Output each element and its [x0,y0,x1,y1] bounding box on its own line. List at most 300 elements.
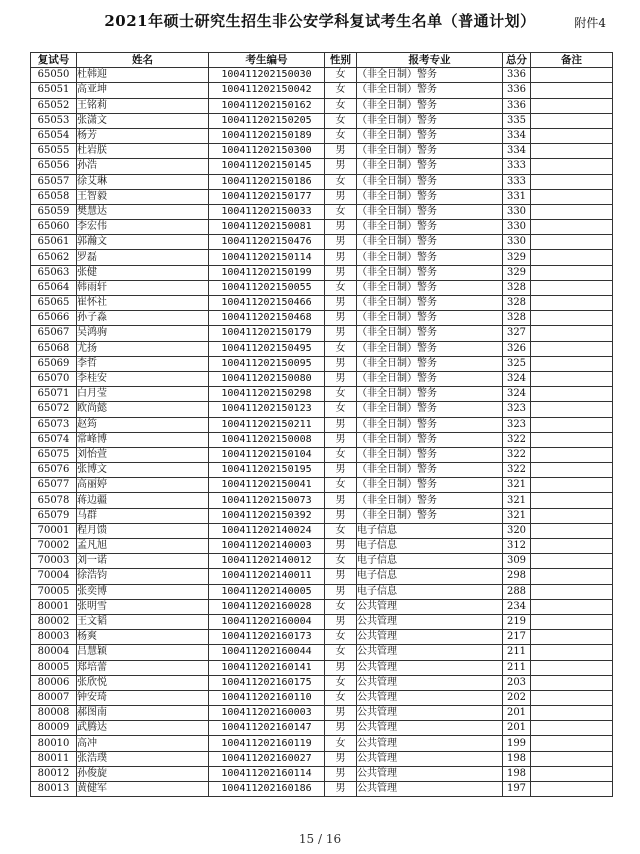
cell-note [531,387,613,402]
cell-gender: 男 [325,614,357,629]
cell-gender: 女 [325,478,357,493]
cell-note [531,675,613,690]
table-row [31,250,613,265]
cell-name: 杨爽 [77,630,209,645]
cell-gender: 男 [325,432,357,447]
cell-gender: 男 [325,539,357,554]
cell-exam-number: 100411202160186 [209,782,325,797]
cell-major: （非全日制）警务 [357,189,503,204]
cell-name: 吕慧颖 [77,645,209,660]
cell-score: 201 [503,706,531,721]
table-row [31,204,613,219]
cell-major: （非全日制）警务 [357,235,503,250]
header-name: 姓名 [77,53,209,68]
table-row [31,706,613,721]
cell-note [531,280,613,295]
cell-name: 王铭莉 [77,98,209,113]
header-score: 总分 [503,53,531,68]
cell-id: 65075 [31,447,77,462]
cell-id: 65073 [31,417,77,432]
cell-id: 65058 [31,189,77,204]
cell-id: 80008 [31,706,77,721]
header-gender: 性别 [325,53,357,68]
table-row [31,675,613,690]
cell-exam-number: 100411202140011 [209,569,325,584]
cell-score: 197 [503,782,531,797]
cell-exam-number: 100411202150392 [209,508,325,523]
cell-note [531,235,613,250]
cell-id: 65050 [31,68,77,83]
cell-id: 80002 [31,614,77,629]
cell-name: 杜韩迎 [77,68,209,83]
cell-major: （非全日制）警务 [357,220,503,235]
cell-major: 公共管理 [357,706,503,721]
cell-id: 70004 [31,569,77,584]
page-title: 2021年硕士研究生招生非公安学科复试考生名单（普通计划） [104,12,536,30]
cell-note [531,645,613,660]
cell-exam-number: 100411202150205 [209,113,325,128]
cell-note [531,599,613,614]
cell-gender: 男 [325,417,357,432]
cell-name: 常峰博 [77,432,209,447]
cell-exam-number: 100411202150055 [209,280,325,295]
cell-gender: 男 [325,721,357,736]
cell-score: 298 [503,569,531,584]
cell-id: 65063 [31,265,77,280]
cell-id: 65051 [31,83,77,98]
cell-major: （非全日制）警务 [357,311,503,326]
table-row [31,645,613,660]
cell-major: （非全日制）警务 [357,144,503,159]
table-row [31,235,613,250]
cell-score: 201 [503,721,531,736]
cell-note [531,493,613,508]
cell-major: 公共管理 [357,721,503,736]
cell-note [531,326,613,341]
cell-gender: 男 [325,660,357,675]
cell-gender: 男 [325,296,357,311]
cell-gender: 女 [325,630,357,645]
cell-exam-number: 100411202140012 [209,554,325,569]
cell-id: 80006 [31,675,77,690]
cell-major: （非全日制）警务 [357,371,503,386]
cell-score: 329 [503,250,531,265]
table-row [31,721,613,736]
candidate-table [30,52,613,797]
cell-gender: 女 [325,402,357,417]
cell-exam-number: 100411202150145 [209,159,325,174]
cell-note [531,417,613,432]
cell-name: 黄健军 [77,782,209,797]
cell-name: 钟安琦 [77,690,209,705]
cell-major: （非全日制）警务 [357,68,503,83]
table-row [31,311,613,326]
cell-exam-number: 100411202160003 [209,706,325,721]
cell-gender: 女 [325,68,357,83]
cell-name: 尤扬 [77,341,209,356]
cell-id: 80005 [31,660,77,675]
cell-exam-number: 100411202150033 [209,204,325,219]
table-row [31,265,613,280]
cell-note [531,630,613,645]
table-row [31,83,613,98]
cell-exam-number: 100411202160044 [209,645,325,660]
cell-gender: 男 [325,220,357,235]
table-row [31,660,613,675]
cell-name: 郑培蕾 [77,660,209,675]
table-row [31,113,613,128]
cell-name: 徐浩钧 [77,569,209,584]
cell-exam-number: 100411202150008 [209,432,325,447]
cell-exam-number: 100411202160004 [209,614,325,629]
cell-exam-number: 100411202150298 [209,387,325,402]
table-row [31,174,613,189]
cell-score: 202 [503,690,531,705]
cell-score: 198 [503,751,531,766]
cell-major: （非全日制）警务 [357,356,503,371]
table-row [31,296,613,311]
cell-major: 公共管理 [357,645,503,660]
cell-note [531,508,613,523]
cell-exam-number: 100411202150081 [209,220,325,235]
cell-id: 70003 [31,554,77,569]
cell-major: （非全日制）警务 [357,417,503,432]
cell-note [531,782,613,797]
cell-gender: 男 [325,751,357,766]
cell-gender: 女 [325,554,357,569]
header-exam: 考生编号 [209,53,325,68]
cell-gender: 男 [325,782,357,797]
table-row [31,569,613,584]
cell-exam-number: 100411202150495 [209,341,325,356]
cell-major: （非全日制）警务 [357,204,503,219]
page-number: 15 / 16 [298,832,342,846]
cell-major: （非全日制）警务 [357,387,503,402]
cell-id: 80001 [31,599,77,614]
cell-score: 321 [503,478,531,493]
cell-name: 程月馈 [77,523,209,538]
cell-major: 公共管理 [357,736,503,751]
cell-note [531,447,613,462]
cell-name: 张明雪 [77,599,209,614]
cell-exam-number: 100411202150195 [209,463,325,478]
cell-note [531,98,613,113]
cell-id: 65069 [31,356,77,371]
table-row [31,159,613,174]
cell-name: 孙子淼 [77,311,209,326]
cell-score: 330 [503,220,531,235]
cell-gender: 男 [325,144,357,159]
cell-exam-number: 100411202160028 [209,599,325,614]
table-body [31,68,613,797]
cell-name: 李宏伟 [77,220,209,235]
header-major: 报考专业 [357,53,503,68]
cell-name: 张浩璞 [77,751,209,766]
cell-note [531,706,613,721]
cell-name: 白月莹 [77,387,209,402]
cell-score: 322 [503,447,531,462]
cell-name: 高丽婷 [77,478,209,493]
cell-major: 公共管理 [357,690,503,705]
cell-gender: 女 [325,599,357,614]
cell-score: 321 [503,508,531,523]
cell-id: 80010 [31,736,77,751]
cell-major: （非全日制）警务 [357,478,503,493]
table-row [31,402,613,417]
cell-note [531,736,613,751]
cell-gender: 男 [325,569,357,584]
cell-gender: 男 [325,463,357,478]
table-row [31,599,613,614]
cell-exam-number: 100411202160147 [209,721,325,736]
cell-exam-number: 100411202160110 [209,690,325,705]
cell-name: 孙俊旋 [77,766,209,781]
table-row [31,189,613,204]
cell-name: 蒋边疆 [77,493,209,508]
cell-note [531,356,613,371]
cell-score: 333 [503,174,531,189]
cell-name: 赵筠 [77,417,209,432]
cell-note [531,371,613,386]
cell-name: 李桂安 [77,371,209,386]
cell-id: 80011 [31,751,77,766]
cell-id: 80009 [31,721,77,736]
cell-name: 韩雨轩 [77,280,209,295]
cell-id: 80013 [31,782,77,797]
cell-id: 65076 [31,463,77,478]
cell-gender: 男 [325,584,357,599]
table-row [31,144,613,159]
cell-id: 65061 [31,235,77,250]
cell-score: 321 [503,493,531,508]
cell-major: 电子信息 [357,554,503,569]
cell-major: 公共管理 [357,630,503,645]
cell-major: 公共管理 [357,599,503,614]
cell-major: （非全日制）警务 [357,402,503,417]
cell-exam-number: 100411202160027 [209,751,325,766]
cell-major: 公共管理 [357,751,503,766]
cell-name: 张奕博 [77,584,209,599]
cell-exam-number: 100411202160114 [209,766,325,781]
cell-note [531,584,613,599]
cell-gender: 女 [325,280,357,295]
cell-note [531,113,613,128]
cell-note [531,220,613,235]
cell-major: 电子信息 [357,584,503,599]
table-row [31,68,613,83]
cell-score: 322 [503,463,531,478]
cell-score: 327 [503,326,531,341]
cell-note [531,766,613,781]
cell-major: 电子信息 [357,539,503,554]
cell-id: 80007 [31,690,77,705]
cell-note [531,68,613,83]
cell-score: 324 [503,371,531,386]
cell-id: 65078 [31,493,77,508]
cell-exam-number: 100411202150030 [209,68,325,83]
cell-score: 336 [503,83,531,98]
cell-exam-number: 100411202150095 [209,356,325,371]
cell-major: （非全日制）警务 [357,128,503,143]
cell-exam-number: 100411202140005 [209,584,325,599]
table-row [31,220,613,235]
cell-score: 333 [503,159,531,174]
cell-score: 323 [503,402,531,417]
cell-exam-number: 100411202160141 [209,660,325,675]
cell-id: 80004 [31,645,77,660]
cell-gender: 男 [325,265,357,280]
cell-exam-number: 100411202150199 [209,265,325,280]
cell-exam-number: 100411202150189 [209,128,325,143]
cell-score: 326 [503,341,531,356]
cell-score: 335 [503,113,531,128]
cell-gender: 女 [325,690,357,705]
cell-exam-number: 100411202150123 [209,402,325,417]
cell-major: 公共管理 [357,766,503,781]
header-note: 备注 [531,53,613,68]
annex-label: 附件4 [574,16,606,30]
cell-name: 张欣悦 [77,675,209,690]
cell-id: 70001 [31,523,77,538]
cell-note [531,159,613,174]
cell-note [531,265,613,280]
cell-id: 80003 [31,630,77,645]
cell-name: 杜岩朕 [77,144,209,159]
cell-major: （非全日制）警务 [357,447,503,462]
cell-score: 323 [503,417,531,432]
cell-major: （非全日制）警务 [357,341,503,356]
cell-id: 65064 [31,280,77,295]
cell-exam-number: 100411202160119 [209,736,325,751]
cell-exam-number: 100411202150073 [209,493,325,508]
cell-score: 198 [503,766,531,781]
cell-id: 65059 [31,204,77,219]
cell-score: 328 [503,296,531,311]
cell-id: 65068 [31,341,77,356]
table-row [31,341,613,356]
table-row [31,630,613,645]
cell-exam-number: 100411202150162 [209,98,325,113]
cell-major: （非全日制）警务 [357,296,503,311]
cell-id: 65056 [31,159,77,174]
cell-id: 65066 [31,311,77,326]
cell-note [531,174,613,189]
cell-major: （非全日制）警务 [357,463,503,478]
cell-score: 312 [503,539,531,554]
table-row [31,432,613,447]
cell-name: 张潇文 [77,113,209,128]
cell-major: （非全日制）警务 [357,250,503,265]
cell-note [531,539,613,554]
cell-gender: 女 [325,447,357,462]
cell-exam-number: 100411202140003 [209,539,325,554]
cell-gender: 女 [325,675,357,690]
table-row [31,478,613,493]
cell-score: 211 [503,645,531,660]
cell-score: 203 [503,675,531,690]
cell-major: （非全日制）警务 [357,280,503,295]
cell-gender: 男 [325,371,357,386]
cell-note [531,660,613,675]
cell-score: 234 [503,599,531,614]
cell-major: （非全日制）警务 [357,83,503,98]
cell-gender: 女 [325,98,357,113]
cell-name: 崔怀社 [77,296,209,311]
cell-exam-number: 100411202150186 [209,174,325,189]
cell-gender: 女 [325,128,357,143]
table-row [31,98,613,113]
cell-exam-number: 100411202150468 [209,311,325,326]
cell-gender: 男 [325,189,357,204]
table-row [31,326,613,341]
table-row [31,280,613,295]
cell-name: 杨芳 [77,128,209,143]
cell-note [531,614,613,629]
cell-id: 70002 [31,539,77,554]
cell-name: 李哲 [77,356,209,371]
cell-exam-number: 100411202150466 [209,296,325,311]
cell-major: （非全日制）警务 [357,174,503,189]
cell-note [531,523,613,538]
table-row [31,584,613,599]
cell-major: 公共管理 [357,782,503,797]
cell-name: 孙浩 [77,159,209,174]
table-row [31,463,613,478]
cell-exam-number: 100411202150300 [209,144,325,159]
cell-note [531,204,613,219]
cell-score: 199 [503,736,531,751]
cell-gender: 男 [325,250,357,265]
cell-gender: 男 [325,508,357,523]
cell-exam-number: 100411202160173 [209,630,325,645]
cell-name: 孟凡旭 [77,539,209,554]
cell-major: 电子信息 [357,569,503,584]
table-row [31,539,613,554]
cell-exam-number: 100411202150476 [209,235,325,250]
cell-score: 219 [503,614,531,629]
table-row [31,128,613,143]
cell-name: 刘怡萱 [77,447,209,462]
table-row [31,356,613,371]
table-row [31,690,613,705]
cell-gender: 男 [325,493,357,508]
cell-score: 320 [503,523,531,538]
table-row [31,782,613,797]
cell-gender: 女 [325,204,357,219]
cell-id: 65052 [31,98,77,113]
cell-name: 郭瀚文 [77,235,209,250]
cell-score: 324 [503,387,531,402]
cell-exam-number: 100411202150080 [209,371,325,386]
cell-name: 郝图南 [77,706,209,721]
cell-exam-number: 100411202150041 [209,478,325,493]
table-row [31,614,613,629]
cell-id: 65060 [31,220,77,235]
cell-note [531,250,613,265]
cell-id: 65053 [31,113,77,128]
cell-score: 336 [503,98,531,113]
cell-note [531,341,613,356]
cell-name: 刘一诺 [77,554,209,569]
cell-exam-number: 100411202150179 [209,326,325,341]
cell-exam-number: 100411202150042 [209,83,325,98]
table-row [31,766,613,781]
cell-name: 高亚坤 [77,83,209,98]
cell-id: 65054 [31,128,77,143]
cell-note [531,463,613,478]
cell-name: 徐艾琳 [77,174,209,189]
cell-note [531,128,613,143]
